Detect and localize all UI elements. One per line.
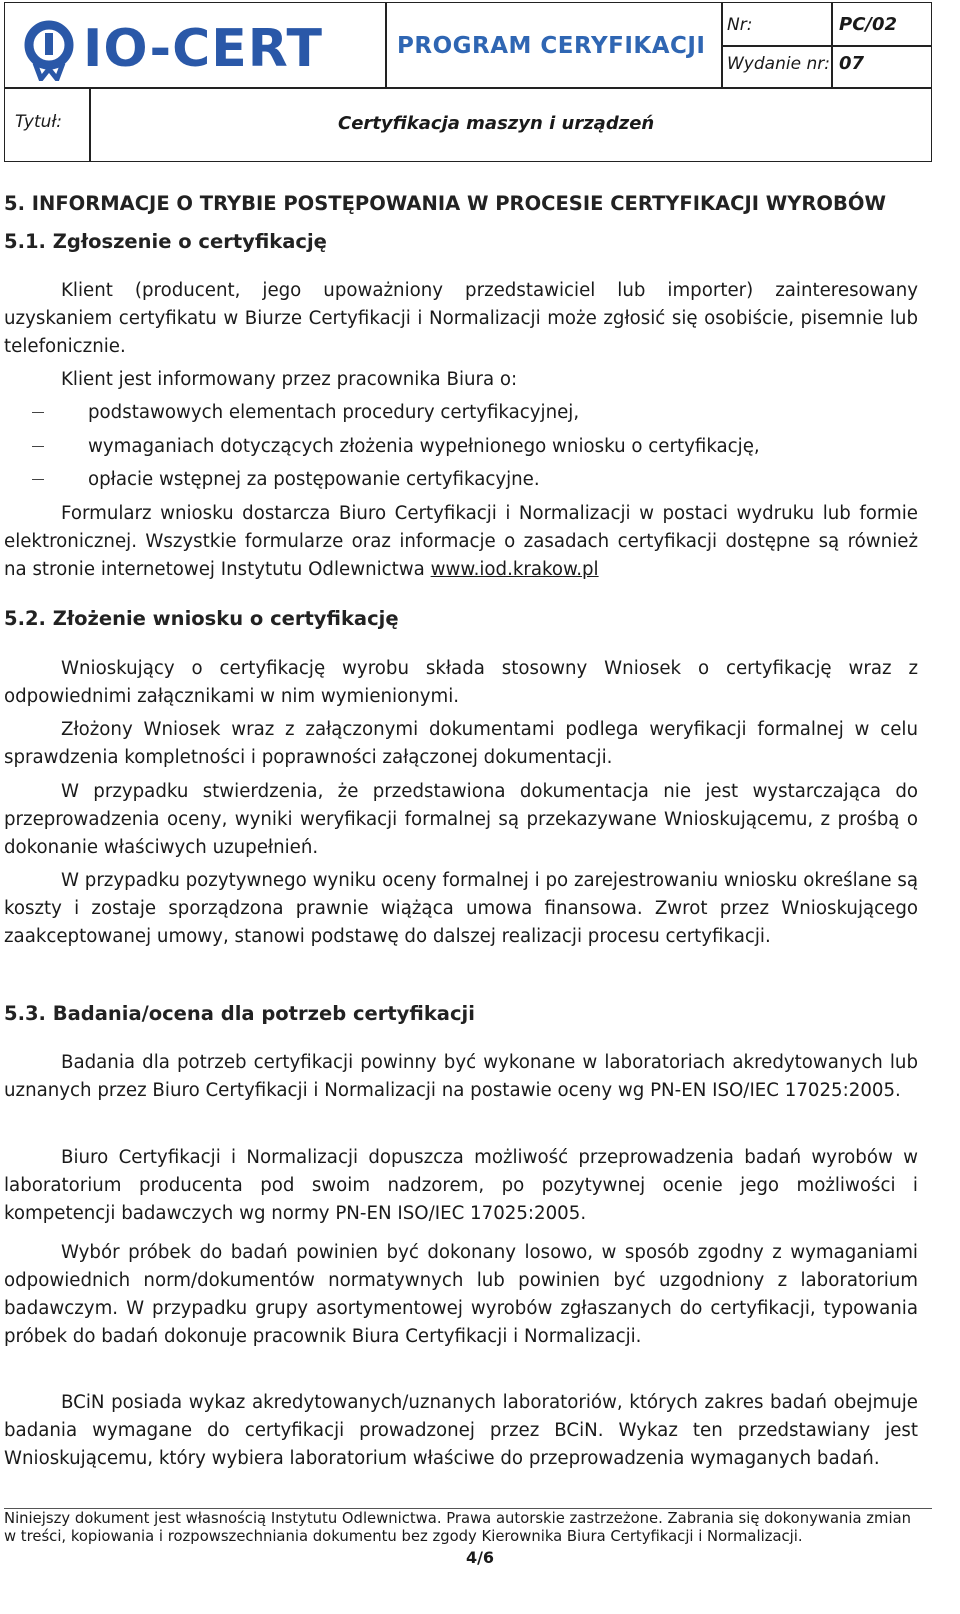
nr-value: PC/02 xyxy=(839,14,898,35)
paragraph: Wybór próbek do badań powinien być dokonany losowo, w sposób zgodny z wymaganiami odpowiednich norm/dokumentów normatywnych lub powinien być uzgodniony z laboratorium badawczym. W przypadku grupy asortymentowej wyrobów zgłaszanych do certyfikacji, typowania próbek do badań dokonuje pracownik Biura Certyfikacji i Normalizacji. xyxy=(4,1242,918,1347)
paragraph: BCiN posiada wykaz akredytowanych/uznanych laboratoriów, których zakres badań obejmuje badania wymagane do certyfikacji prowadzonej przez BCiN. Wykaz ten przedstawiany jest Wnioskującemu, który wybiera laboratorium właściwe do przeprowadzenia wymaganych badań. xyxy=(4,1392,918,1469)
footer-notice: Niniejszy dokument jest własnością Instytutu Odlewnictwa. Prawa autorskie zastrzeżone. Zabrania się dokonywania zmian w treści, kopiowania i rozpowszechniania dokumentu bez zgody Kierownika Biura Certyfikacji i Normalizacji. xyxy=(4,1510,912,1545)
paragraph: Wnioskujący o certyfikację wyrobu składa stosowny Wniosek o certyfikację wraz z odpowiednimi załącznikami w nim wymienionymi. xyxy=(4,658,918,707)
paragraph: W przypadku stwierdzenia, że przedstawiona dokumentacja nie jest wystarczająca do przeprowadzenia oceny, wyniki weryfikacji formalnej są przekazywane Wnioskującemu, z prośbą o dokonanie właściwych uzupełnień. xyxy=(4,781,918,858)
title-label: Tytuł: xyxy=(15,112,63,132)
paragraph: Klient jest informowany przez pracownika Biura o: xyxy=(61,369,518,390)
wydanie-value: 07 xyxy=(839,53,865,74)
dash-icon xyxy=(32,446,44,447)
subsection-heading-5-1: 5.1. Zgłoszenie o certyfikację xyxy=(4,230,327,253)
page-number: 4/6 xyxy=(465,1548,495,1567)
subsection-heading-5-2: 5.2. Złożenie wniosku o certyfikację xyxy=(4,607,399,630)
wydanie-label: Wydanie nr: xyxy=(727,54,830,74)
dash-icon xyxy=(32,479,44,480)
paragraph: Formularz wniosku dostarcza Biuro Certyfikacji i Normalizacji w postaci wydruku lub formie elektronicznej. Wszystkie formularze oraz informacje o zasadach certyfikacji dostępne są również na stronie internetowej Instytutu Odlewnictwa www.iod.krakow.pl xyxy=(4,503,918,580)
footer-divider xyxy=(4,1508,932,1509)
website-link[interactable]: www.iod.krakow.pl xyxy=(430,559,599,580)
title-value: Certyfikacja maszyn i urządzeń xyxy=(338,113,655,134)
paragraph: Badania dla potrzeb certyfikacji powinny być wykonane w laboratoriach akredytowanych lub uznanych przez Biuro Certyfikacji i Normalizacji na postawie oceny wg PN-EN ISO/IEC 17025:2005. xyxy=(4,1052,918,1101)
document-header xyxy=(4,2,932,162)
logo-text: IO-CERT xyxy=(83,19,323,79)
paragraph: Klient (producent, jego upoważniony przedstawiciel lub importer) zainteresowany uzyskaniem certyfikatu w Biurze Certyfikacji i Normalizacji może zgłosić się osobiście, pisemnie lub telefonicznie. xyxy=(4,280,918,357)
paragraph: Złożony Wniosek wraz z załączonymi dokumentami podlega weryfikacji formalnej w celu sprawdzenia kompletności i poprawności załączonej dokumentacji. xyxy=(4,719,918,768)
program-title: PROGRAM CERYFIKACJI xyxy=(397,33,706,59)
nr-label: Nr: xyxy=(727,15,753,35)
subsection-heading-5-3: 5.3. Badania/ocena dla potrzeb certyfikacji xyxy=(4,1002,475,1025)
document-page: IO-CERT PROGRAM CERYFIKACJI Nr: PC/02 Wydanie nr: 07 Tytuł: Certyfikacja maszyn i urządzeń 5. INFORMACJE O TRYBIE POSTĘPOWANIA W PROCESIE CERTYFIKACJI WYROBÓW 5.1. Zgłoszenie o certyfikację Klient (producent, jego upoważniony przedstawiciel lub importer) zainteresowany uzyskaniem certyfikatu w Biurze Certyfikacji i Normalizacji może zgłosić się osobiście, pisemnie lub telefonicznie. Klient jest informowany przez pracownika Biura o: podstawowych elementach procedury certyfikacyjnej, wymaganiach dotyczących złożenia wypełnionego wniosku o certyfikację, opłacie wstępnej za postępowanie certyfikacyjne. Formularz wniosku dostarcza Biuro Certyfikacji i Normalizacji w postaci wydruku lub formie elektronicznej. Wszystkie formularze oraz informacje o zasadach certyfikacji dostępne są również na stronie internetowej Instytutu Odlewnictwa www.iod.krakow.pl 5.2. Złożenie wniosku o certyfikację Wnioskujący o certyfikację wyrobu składa stosowny Wniosek o certyfikację wraz z odpowiednimi załącznikami w nim wymienionymi. Złożony Wniosek wraz z załączonymi dokumentami podlega weryfikacji formalnej w celu sprawdzenia kompletności i poprawności załączonej dokumentacji. W przypadku stwierdzenia, że przedstawiona dokumentacja nie jest wystarczająca do przeprowadzenia oceny, wyniki weryfikacji formalnej są przekazywane Wnioskującemu, z prośbą o dokonanie właściwych uzupełnień. W przypadku pozytywnego wyniku oceny formalnej i po zarejestrowaniu wniosku określane są koszty i zostaje sporządzona prawnie wiążąca umowa finansowa. Zwrot przez Wnioskującego zaakceptowanej umowy, stanowi podstawę do dalszej realizacji procesu certyfikacji. 5.3. Badania/ocena dla potrzeb certyfikacji Badania dla potrzeb certyfikacji powinny być wykonane w laboratoriach akredytowanych lub uznanych przez Biuro Certyfikacji i Normalizacji na postawie oceny wg PN-EN ISO/IEC 17025:2005. Biuro Certyfikacji i Normalizacji dopuszcza możliwość przeprowadzenia badań wyrobów w laboratorium producenta pod swoim nadzorem, po pozytywnej ocenie jego możliwości i kompetencji badawczych wg normy PN-EN ISO/IEC 17025:2005. Wybór próbek do badań powinien być dokonany losowo, w sposób zgodny z wymaganiami odpowiednich norm/dokumentów normatywnych lub powinien być uzgodniony z laboratorium badawczym. W przypadku grupy asortymentowej wyrobów zgłaszanych do certyfikacji, typowania próbek do badań dokonuje pracownik Biura Certyfikacji i Normalizacji. BCiN posiada wykaz akredytowanych/uznanych laboratoriów, których zakres badań obejmuje badania wymagane do certyfikacji prowadzonej przez BCiN. Wykaz ten przedstawiany jest Wnioskującemu, który wybiera laboratorium właściwe do przeprowadzenia wymaganych badań. Niniejszy dokument jest własnością Instytutu Odlewnictwa. Prawa autorskie zastrzeżone. Zabrania się dokonywania zmian w treści, kopiowania i rozpowszechniania dokumentu bez zgody Kierownika Biura Certyfikacji i Normalizacji. 4/6 xyxy=(0,0,960,1614)
paragraph: W przypadku pozytywnego wyniku oceny formalnej i po zarejestrowaniu wniosku określane są koszty i zostaje sporządzona prawnie wiążąca umowa finansowa. Zwrot przez Wnioskującego zaakceptowanej umowy, stanowi podstawę do dalszej realizacji procesu certyfikacji. xyxy=(4,870,918,947)
io-cert-logo xyxy=(23,15,323,83)
logo-mark-icon xyxy=(23,19,75,79)
dash-icon xyxy=(32,412,44,413)
paragraph: Biuro Certyfikacji i Normalizacji dopuszcza możliwość przeprowadzenia badań wyrobów w laboratorium producenta pod swoim nadzorem, po pozytywnej ocenie jego możliwości i kompetencji badawczych wg normy PN-EN ISO/IEC 17025:2005. xyxy=(4,1147,918,1224)
section-heading: 5. INFORMACJE O TRYBIE POSTĘPOWANIA W PROCESIE CERTYFIKACJI WYROBÓW xyxy=(4,192,886,215)
